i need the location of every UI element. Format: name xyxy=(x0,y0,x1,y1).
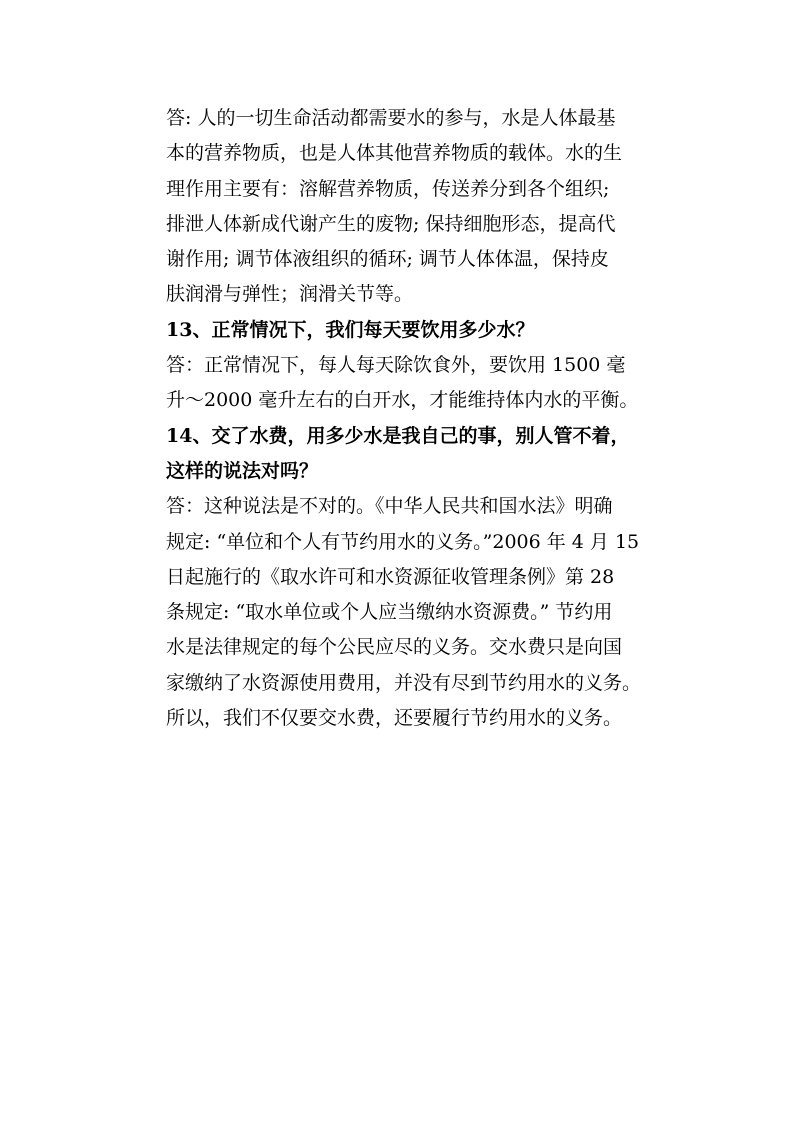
answer-14-line-5: 水是法律规定的每个公民应尽的义务。交水费只是向国 xyxy=(166,636,623,659)
answer-13-line-2: 升～2000 毫升左右的白开水，才能维持体内水的平衡。 xyxy=(166,389,639,412)
question-14-line-1: 14、交了水费，用多少水是我自己的事，别人管不着， xyxy=(166,424,630,447)
answer-14-line-7: 所以，我们不仅要交水费，还要履行节约用水的义务。 xyxy=(166,707,623,730)
answer-14-line-6: 家缴纳了水资源使用费用，并没有尽到节约用水的义务。 xyxy=(166,671,642,694)
answer-12-line-3: 理作用主要有：溶解营养物质，传送养分到各个组织; xyxy=(166,177,610,200)
answer-12-line-1: 答: 人的一切生命活动都需要水的参与，水是人体最基 xyxy=(166,107,616,129)
answer-12-line-4: 排泄人体新成代谢产生的废物; 保持细胞形态，提高代 xyxy=(166,212,616,235)
answer-14-line-2: 规定: “单位和个人有节约用水的义务。”2006 年 4 月 15 xyxy=(166,530,640,553)
answer-14-line-4: 条规定: “取水单位或个人应当缴纳水资源费。” 节约用 xyxy=(166,601,613,624)
answer-12-line-2: 本的营养物质，也是人体其他营养物质的载体。水的生 xyxy=(166,142,623,165)
answer-13-line-1: 答：正常情况下，每人每天除饮食外，要饮用 1500 毫 xyxy=(166,354,626,377)
question-13: 13、正常情况下，我们每天要饮用多少水？ xyxy=(166,318,535,341)
document-body xyxy=(166,101,726,736)
question-14-line-2: 这样的说法对吗？ xyxy=(166,459,319,482)
answer-14-line-3: 日起施行的《取水许可和水资源征收管理条例》第 28 xyxy=(166,565,615,588)
answer-12-line-5: 谢作用; 调节体液组织的循环; 调节人体体温，保持皮 xyxy=(166,248,609,271)
answer-12-line-6: 肤润滑与弹性；润滑关节等。 xyxy=(166,283,414,306)
answer-14-line-1: 答：这种说法是不对的。《中华人民共和国水法》明确 xyxy=(166,495,613,518)
